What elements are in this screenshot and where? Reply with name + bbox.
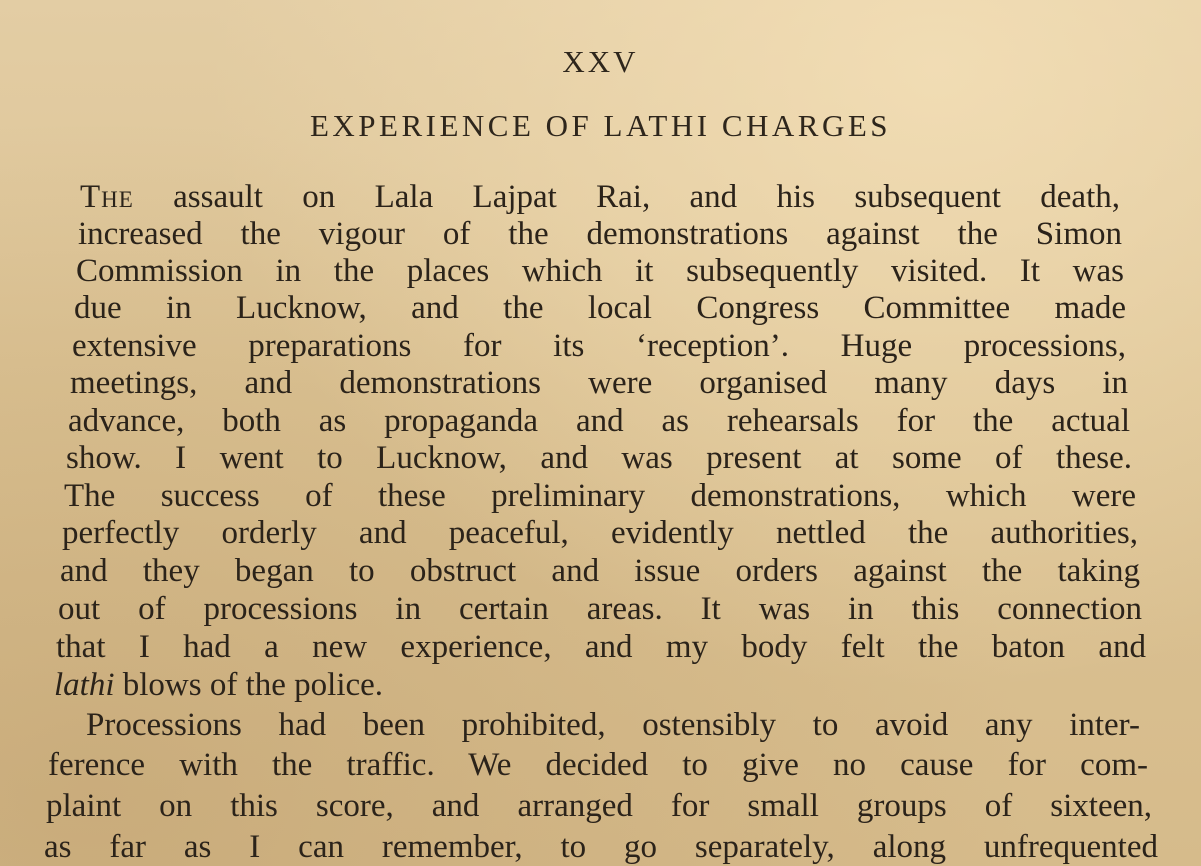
text-line: that I had a new experience, and my body felt the baton and xyxy=(56,629,1146,665)
text-line: advance, both as propaganda and as rehearsals for the actual xyxy=(68,403,1130,439)
text-line: The success of these preliminary demonstrations, which were xyxy=(64,478,1136,514)
text-line: as far as I can remember, to go separately, along unfrequented xyxy=(44,829,1158,865)
text-line-last xyxy=(54,666,383,704)
text-line: and they began to obstruct and issue orders against the taking xyxy=(60,553,1140,589)
text-line: plaint on this score, and arranged for small groups of sixteen, xyxy=(46,788,1152,824)
text-line: increased the vigour of the demonstrations against the Simon xyxy=(78,216,1122,252)
chapter-title: EXPERIENCE OF LATHI CHARGES xyxy=(309,108,892,143)
chapter-number: XXV xyxy=(562,44,639,79)
text-line: extensive preparations for its ‘reception’. Huge processions, xyxy=(72,328,1126,364)
text-line xyxy=(80,178,1120,216)
text-line: Processions had been prohibited, ostensibly to avoid any inter- xyxy=(86,707,1140,743)
italic-word: lathi xyxy=(54,667,115,703)
text-line: meetings, and demonstrations were organised many days in xyxy=(70,365,1128,401)
text-line: show. I went to Lucknow, and was present at some of these. xyxy=(66,440,1132,476)
line-text: assault on Lala Lajpat Rai, and his subsequent death, xyxy=(173,179,1121,215)
text-line: ference with the traffic. We decided to give no cause for com- xyxy=(48,747,1148,783)
text-line: due in Lucknow, and the local Congress Committee made xyxy=(74,290,1126,326)
drop-word: The xyxy=(80,179,134,215)
text-line: perfectly orderly and peaceful, evidently nettled the authorities, xyxy=(62,515,1138,551)
text-line: Commission in the places which it subsequently visited. It was xyxy=(76,253,1124,289)
text-line: out of processions in certain areas. It was in this connection xyxy=(58,591,1142,627)
line-text: blows of the police. xyxy=(122,667,384,703)
